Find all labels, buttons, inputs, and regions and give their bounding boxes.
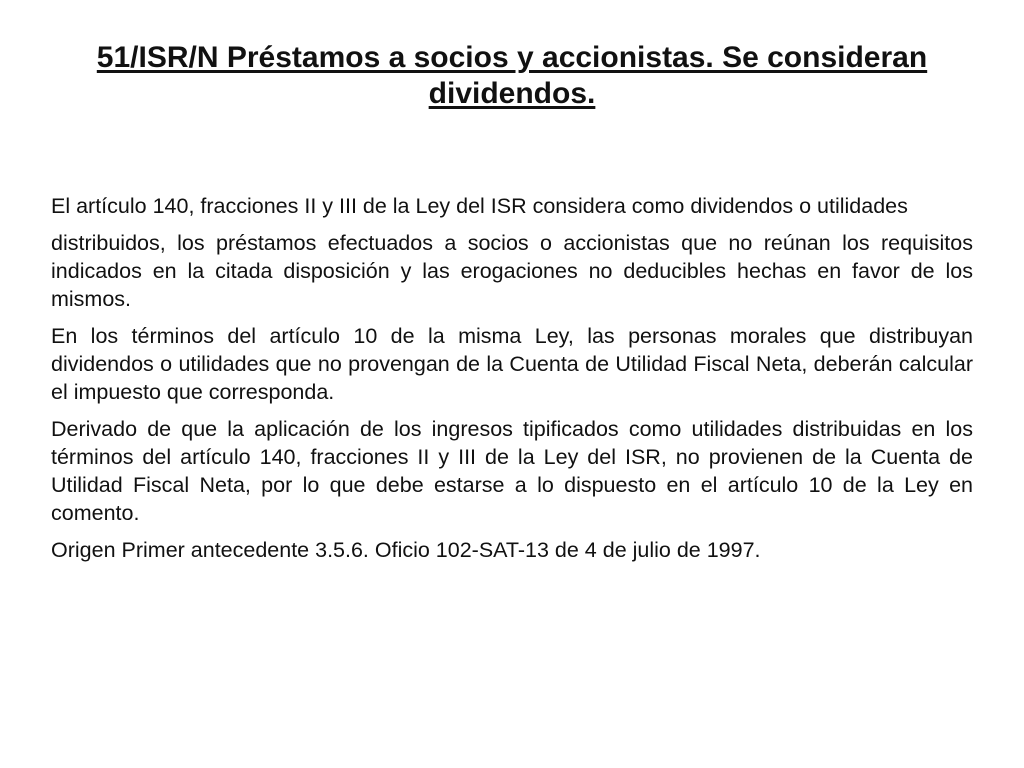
paragraph-3: En los términos del artículo 10 de la misma Ley, las personas morales que distribuyan dividendos o utilidades que no provengan de la Cuenta de Utilidad Fiscal Neta, deberán calcular el impuesto que corresponda. [51,324,973,404]
paragraph-origin: Origen Primer antecedente 3.5.6. Oficio 102-SAT-13 de 4 de julio de 1997. [51,538,761,562]
slide-body [51,192,973,573]
paragraph-2: distribuidos, los préstamos efectuados a socios o accionistas que no reúnan los requisitos indicados en la citada disposición y las erogaciones no deducibles hechas en favor de los mismos. [51,231,973,311]
paragraph-4: Derivado de que la aplicación de los ingresos tipificados como utilidades distribuidas en los términos del artículo 140, fracciones II y III de la Ley del ISR, no provienen de la Cuenta de Utilidad Fiscal Neta, por lo que debe estarse a lo dispuesto en el artículo 10 de la Ley en comento. [51,417,973,525]
paragraph-1: El artículo 140, fracciones II y III de la Ley del ISR considera como dividendos o utilidades [51,194,908,218]
slide-title: 51/ISR/N Préstamos a socios y accionistas. Se consideran dividendos. [96,41,928,110]
